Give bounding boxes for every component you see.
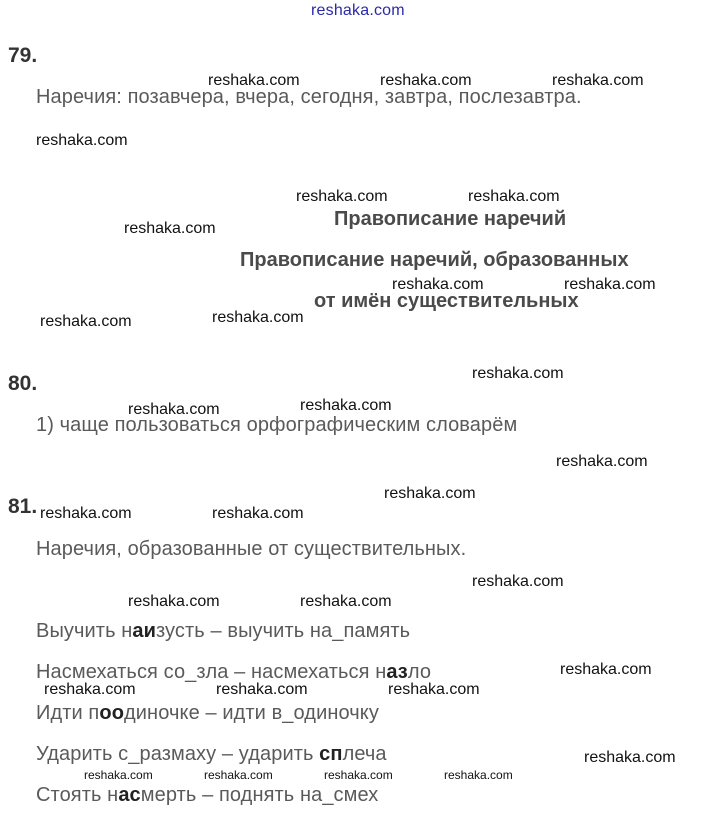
highlight: оо [99, 702, 125, 724]
section-subtitle-line1: Правописание наречий, образованных [240, 249, 629, 271]
line-text: Выучить н [36, 620, 133, 642]
watermark: reshaka.com [128, 401, 220, 418]
watermark: reshaka.com [472, 365, 564, 382]
watermark: reshaka.com [388, 681, 480, 698]
watermark: reshaka.com [40, 505, 132, 522]
exercise-79-number: 79. [8, 44, 38, 67]
watermark: reshaka.com [36, 132, 128, 149]
watermark: reshaka.com [584, 749, 676, 766]
line-text: диночке – идти в_одиночку [124, 702, 379, 724]
watermark: reshaka.com [472, 573, 564, 590]
watermark: reshaka.com [392, 276, 484, 293]
highlight: сп [319, 743, 343, 765]
line-text: мерть – поднять на_смех [140, 784, 379, 806]
watermark: reshaka.com [84, 768, 153, 782]
watermark-top: reshaka.com [311, 2, 405, 19]
watermark: reshaka.com [212, 309, 304, 326]
line-text: зусть – выучить на_память [156, 620, 411, 642]
exercise-81-line [36, 743, 387, 766]
watermark: reshaka.com [300, 593, 392, 610]
section-subtitle-line2: от имён существительных [314, 290, 579, 312]
exercise-80-number: 80. [8, 372, 38, 395]
line-text: Идти п [36, 702, 100, 724]
line-text: Ударить с_размаху – ударить [36, 743, 320, 765]
watermark: reshaka.com [468, 188, 560, 205]
watermark: reshaka.com [552, 72, 644, 89]
watermark: reshaka.com [384, 485, 476, 502]
section-title: Правописание наречий [334, 208, 567, 230]
watermark: reshaka.com [380, 72, 472, 89]
exercise-81-number: 81. [8, 495, 38, 518]
line-text: ло [407, 661, 432, 683]
exercise-81-intro: Наречия, образованные от существительных. [36, 538, 467, 560]
highlight: аз [386, 661, 408, 683]
line-text: Насмехаться со_зла – насмехаться н [36, 661, 387, 683]
watermark: reshaka.com [444, 768, 513, 782]
exercise-81-line [36, 784, 378, 807]
watermark: reshaka.com [124, 220, 216, 237]
watermark: reshaka.com [128, 593, 220, 610]
exercise-81-line [36, 620, 410, 643]
watermark: reshaka.com [44, 681, 136, 698]
highlight: ас [118, 784, 141, 806]
watermark: reshaka.com [296, 188, 388, 205]
watermark: reshaka.com [300, 397, 392, 414]
exercise-80-text: 1) чаще пользоваться орфографическим словарём [36, 414, 518, 436]
watermark: reshaka.com [564, 276, 656, 293]
line-text: Стоять н [36, 784, 119, 806]
highlight: аи [132, 620, 157, 642]
watermark: reshaka.com [216, 681, 308, 698]
watermark: reshaka.com [40, 313, 132, 330]
watermark: reshaka.com [556, 453, 648, 470]
watermark: reshaka.com [208, 72, 300, 89]
exercise-81-line [36, 702, 379, 725]
watermark: reshaka.com [324, 768, 393, 782]
watermark: reshaka.com [204, 768, 273, 782]
watermark: reshaka.com [212, 505, 304, 522]
line-text: леча [342, 743, 387, 765]
watermark: reshaka.com [560, 661, 652, 678]
exercise-79-text: Наречия: позавчера, вчера, сегодня, завтра, послезавтра. [36, 86, 582, 108]
